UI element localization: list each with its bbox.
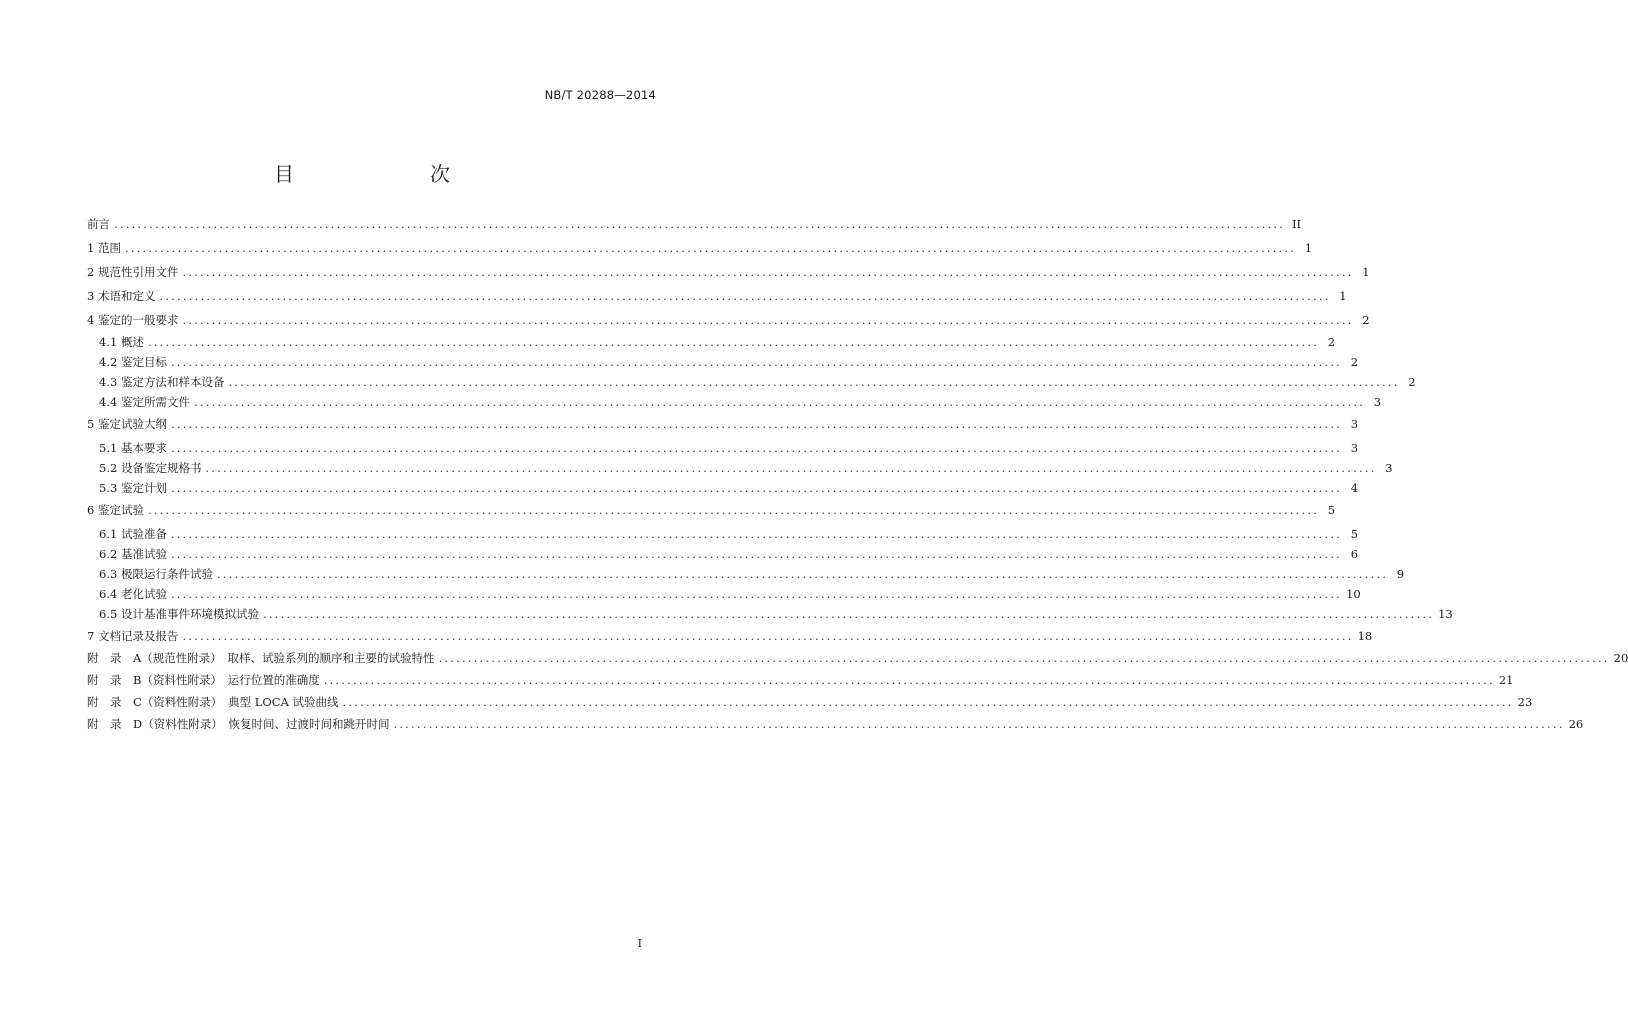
toc-entry-page: 3 [1350, 417, 1359, 431]
toc-entry-label: 4.2 鉴定目标 [99, 355, 167, 369]
toc-leader-dots: ........................................................................................................................................................................................................ [159, 289, 1331, 303]
toc-entry-label: 2 规范性引用文件 [87, 265, 179, 279]
toc-entry-page: 5 [1327, 503, 1336, 517]
toc-entry[interactable] [99, 374, 1416, 392]
toc-entry[interactable] [87, 240, 1313, 258]
toc-entry-label: 4.4 鉴定所需文件 [99, 395, 190, 409]
toc-leader-dots: ........................................................................................................................................................................................................ [182, 629, 1354, 643]
toc-entry-label: 6.3 极限运行条件试验 [99, 567, 213, 581]
toc-leader-dots: ........................................................................................................................................................................................................ [193, 395, 1366, 409]
toc-entry[interactable] [87, 650, 1628, 668]
toc-entry-page: 23 [1517, 695, 1533, 709]
toc-entry-page: 3 [1385, 461, 1393, 475]
toc-entry[interactable] [99, 586, 1361, 604]
toc-leader-dots: ........................................................................................................................................................................................................ [170, 587, 1343, 601]
toc-entry-label: 5 鉴定试验大纲 [87, 417, 167, 431]
standard-code: NB/T 20288—2014 [544, 88, 656, 102]
toc-entry[interactable] [87, 502, 1336, 520]
toc-entry[interactable] [87, 694, 1533, 712]
toc-entry-page: 2 [1362, 313, 1370, 327]
toc-entry-label: 3 术语和定义 [87, 289, 156, 303]
toc-entry-label: 附 录 A（规范性附录） 取样、试验系列的顺序和主要的试验特性 [87, 651, 435, 665]
toc-entry[interactable] [87, 216, 1302, 234]
toc-entry[interactable] [99, 440, 1359, 458]
toc-entry-page: 20 [1613, 651, 1628, 665]
toc-entry[interactable] [99, 334, 1336, 352]
toc-entry-label: 5.3 鉴定计划 [99, 481, 167, 495]
toc-leader-dots: ........................................................................................................................................................................................................ [393, 717, 1565, 731]
toc-leader-dots: ........................................................................................................................................................................................................ [182, 265, 1354, 279]
toc-entry[interactable] [99, 606, 1453, 624]
toc-entry[interactable] [87, 288, 1347, 306]
toc-entry-page: 9 [1396, 567, 1405, 581]
toc-entry-page: 10 [1346, 587, 1361, 601]
toc-entry[interactable] [87, 716, 1584, 734]
toc-leader-dots: ........................................................................................................................................................................................................ [114, 217, 1286, 231]
toc-entry-label: 4.1 概述 [99, 335, 144, 349]
toc-entry[interactable] [99, 566, 1405, 584]
toc-leader-dots: ........................................................................................................................................................................................................ [170, 417, 1343, 431]
toc-entry-label: 附 录 D（资料性附录） 恢复时间、过渡时间和跳开时间 [87, 717, 390, 731]
toc-entry-label: 6.5 设计基准事件环境模拟试验 [99, 607, 259, 621]
toc-entry-label: 4.3 鉴定方法和样本设备 [99, 375, 225, 389]
toc-entry-page: II [1292, 217, 1302, 231]
toc-leader-dots: ........................................................................................................................................................................................................ [216, 567, 1389, 581]
toc-entry[interactable] [99, 394, 1382, 412]
toc-entry[interactable] [99, 460, 1393, 478]
toc-leader-dots: ........................................................................................................................................................................................................ [205, 461, 1377, 475]
toc-entry-page: 18 [1357, 629, 1373, 643]
toc-entry[interactable] [99, 546, 1359, 564]
toc-entry-page: 1 [1304, 241, 1313, 255]
toc-entry-label: 4 鉴定的一般要求 [87, 313, 179, 327]
toc-entry[interactable] [87, 672, 1514, 690]
toc-entry-page: 2 [1408, 375, 1416, 389]
toc-entry-label: 1 范围 [87, 241, 121, 255]
toc-leader-dots: ........................................................................................................................................................................................................ [228, 375, 1400, 389]
toc-leader-dots: ........................................................................................................................................................................................................ [147, 503, 1320, 517]
toc-entry-label: 6.1 试验准备 [99, 527, 167, 541]
toc-leader-dots: ........................................................................................................................................................................................................ [323, 673, 1495, 687]
toc-entry-page: 4 [1350, 481, 1359, 495]
toc-entry[interactable] [99, 526, 1359, 544]
toc-leader-dots: ........................................................................................................................................................................................................ [170, 481, 1343, 495]
toc-entry[interactable] [87, 628, 1373, 646]
toc-entry-page: 3 [1350, 441, 1359, 455]
toc-entry-page: 1 [1362, 265, 1370, 279]
toc-leader-dots: ........................................................................................................................................................................................................ [438, 651, 1610, 665]
toc-entry-label: 6.4 老化试验 [99, 587, 167, 601]
toc-entry[interactable] [99, 354, 1359, 372]
toc-entry-label: 6.2 基准试验 [99, 547, 167, 561]
toc-entry-label: 7 文档记录及报告 [87, 629, 179, 643]
toc-leader-dots: ........................................................................................................................................................................................................ [170, 355, 1343, 369]
toc-entry-page: 3 [1373, 395, 1382, 409]
toc-entry-page: 5 [1350, 527, 1359, 541]
toc-entry-label: 附 录 B（资料性附录） 运行位置的准确度 [87, 673, 320, 687]
toc-leader-dots: ........................................................................................................................................................................................................ [170, 527, 1343, 541]
toc-leader-dots: ........................................................................................................................................................................................................ [342, 695, 1514, 709]
toc-title: 目 次 [274, 162, 482, 186]
toc-leader-dots: ........................................................................................................................................................................................................ [170, 441, 1343, 455]
toc-entry[interactable] [99, 480, 1359, 498]
toc-leader-dots: ........................................................................................................................................................................................................ [182, 313, 1354, 327]
toc-entry-page: 13 [1438, 607, 1453, 621]
toc-entry-label: 5.1 基本要求 [99, 441, 167, 455]
toc-entry-label: 前言 [87, 217, 110, 231]
toc-leader-dots: ........................................................................................................................................................................................................ [262, 607, 1435, 621]
toc-entry[interactable] [87, 264, 1370, 282]
toc-entry-page: 2 [1350, 355, 1359, 369]
toc-entry-label: 5.2 设备鉴定规格书 [99, 461, 202, 475]
toc-entry[interactable] [87, 416, 1359, 434]
toc-entry-page: 21 [1498, 673, 1514, 687]
toc-leader-dots: ........................................................................................................................................................................................................ [124, 241, 1297, 255]
toc-leader-dots: ........................................................................................................................................................................................................ [147, 335, 1320, 349]
toc-entry-label: 6 鉴定试验 [87, 503, 144, 517]
toc-entry-page: 2 [1327, 335, 1336, 349]
page-number: I [637, 937, 642, 950]
toc-entry-label: 附 录 C（资料性附录） 典型 LOCA 试验曲线 [87, 695, 339, 709]
toc-entry-page: 26 [1568, 717, 1584, 731]
toc-entry[interactable] [87, 312, 1370, 330]
toc-entry-page: 1 [1339, 289, 1347, 303]
toc-entry-page: 6 [1350, 547, 1359, 561]
toc-leader-dots: ........................................................................................................................................................................................................ [170, 547, 1343, 561]
